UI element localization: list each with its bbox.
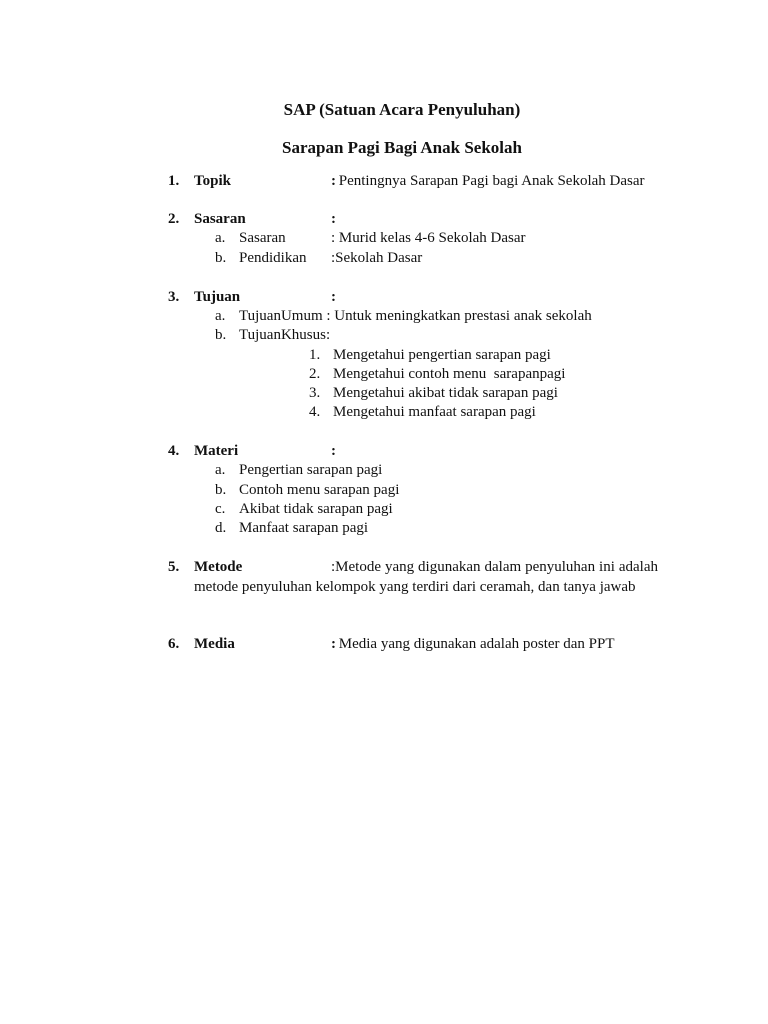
nested-item-text: Mengetahui akibat tidak sarapan pagi	[333, 385, 558, 401]
section-colon: :	[331, 443, 336, 459]
section-label: Media	[194, 636, 235, 652]
section-number: 3.	[168, 289, 180, 305]
list-item-text: TujuanUmum : Untuk meningkatkan prestasi anak sekolah	[239, 308, 592, 324]
list-marker: d.	[215, 520, 227, 536]
nested-marker: 3.	[309, 385, 321, 401]
list-item-text: Manfaat sarapan pagi	[239, 520, 369, 536]
section-number: 5.	[168, 559, 180, 575]
list-marker: c.	[215, 501, 226, 517]
section-colon: :	[331, 211, 336, 227]
section-value: :Metode yang digunakan dalam penyuluhan ini adalah metode penyuluhan kelompok yang terdiri dari ceramah, dan tanya jawab	[194, 559, 658, 595]
list-marker: a.	[215, 230, 226, 246]
nested-marker: 1.	[309, 347, 321, 363]
nested-item-text: Mengetahui contoh menu sarapanpagi	[333, 366, 566, 382]
section-label: Tujuan	[194, 289, 241, 305]
list-item-text: Contoh menu sarapan pagi	[239, 482, 400, 498]
nested-item-text: Mengetahui manfaat sarapan pagi	[333, 404, 536, 420]
list-item-value: : Murid kelas 4-6 Sekolah Dasar	[331, 230, 526, 246]
list-item-value: :Sekolah Dasar	[331, 250, 423, 266]
list-item-text: Akibat tidak sarapan pagi	[239, 501, 393, 517]
section-value: Pentingnya Sarapan Pagi bagi Anak Sekolah Dasar	[335, 173, 645, 189]
list-marker: a.	[215, 308, 226, 324]
list-item-text: Pengertian sarapan pagi	[239, 462, 383, 478]
section-label: Sasaran	[194, 211, 246, 227]
section-number: 4.	[168, 443, 180, 459]
list-marker: b.	[215, 250, 227, 266]
list-item-text: TujuanKhusus:	[239, 327, 331, 343]
section-colon: :	[331, 173, 336, 189]
section-number: 1.	[168, 173, 180, 189]
section-colon: :	[331, 636, 336, 652]
section-label: Topik	[194, 173, 231, 189]
nested-marker: 4.	[309, 404, 321, 420]
document-subtitle: Sarapan Pagi Bagi Anak Sekolah	[282, 138, 522, 157]
list-item-label: Pendidikan	[239, 250, 307, 266]
section-number: 6.	[168, 636, 180, 652]
section-label: Metode	[194, 559, 243, 575]
list-marker: a.	[215, 462, 226, 478]
nested-item-text: Mengetahui pengertian sarapan pagi	[333, 347, 551, 363]
document-title: SAP (Satuan Acara Penyuluhan)	[283, 100, 521, 119]
section-colon: :	[331, 289, 336, 305]
section-number: 2.	[168, 211, 180, 227]
list-marker: b.	[215, 482, 227, 498]
list-item-label: Sasaran	[239, 230, 286, 246]
nested-marker: 2.	[309, 366, 321, 382]
list-marker: b.	[215, 327, 227, 343]
section-value: Media yang digunakan adalah poster dan PPT	[335, 636, 615, 652]
section-label: Materi	[194, 443, 239, 459]
